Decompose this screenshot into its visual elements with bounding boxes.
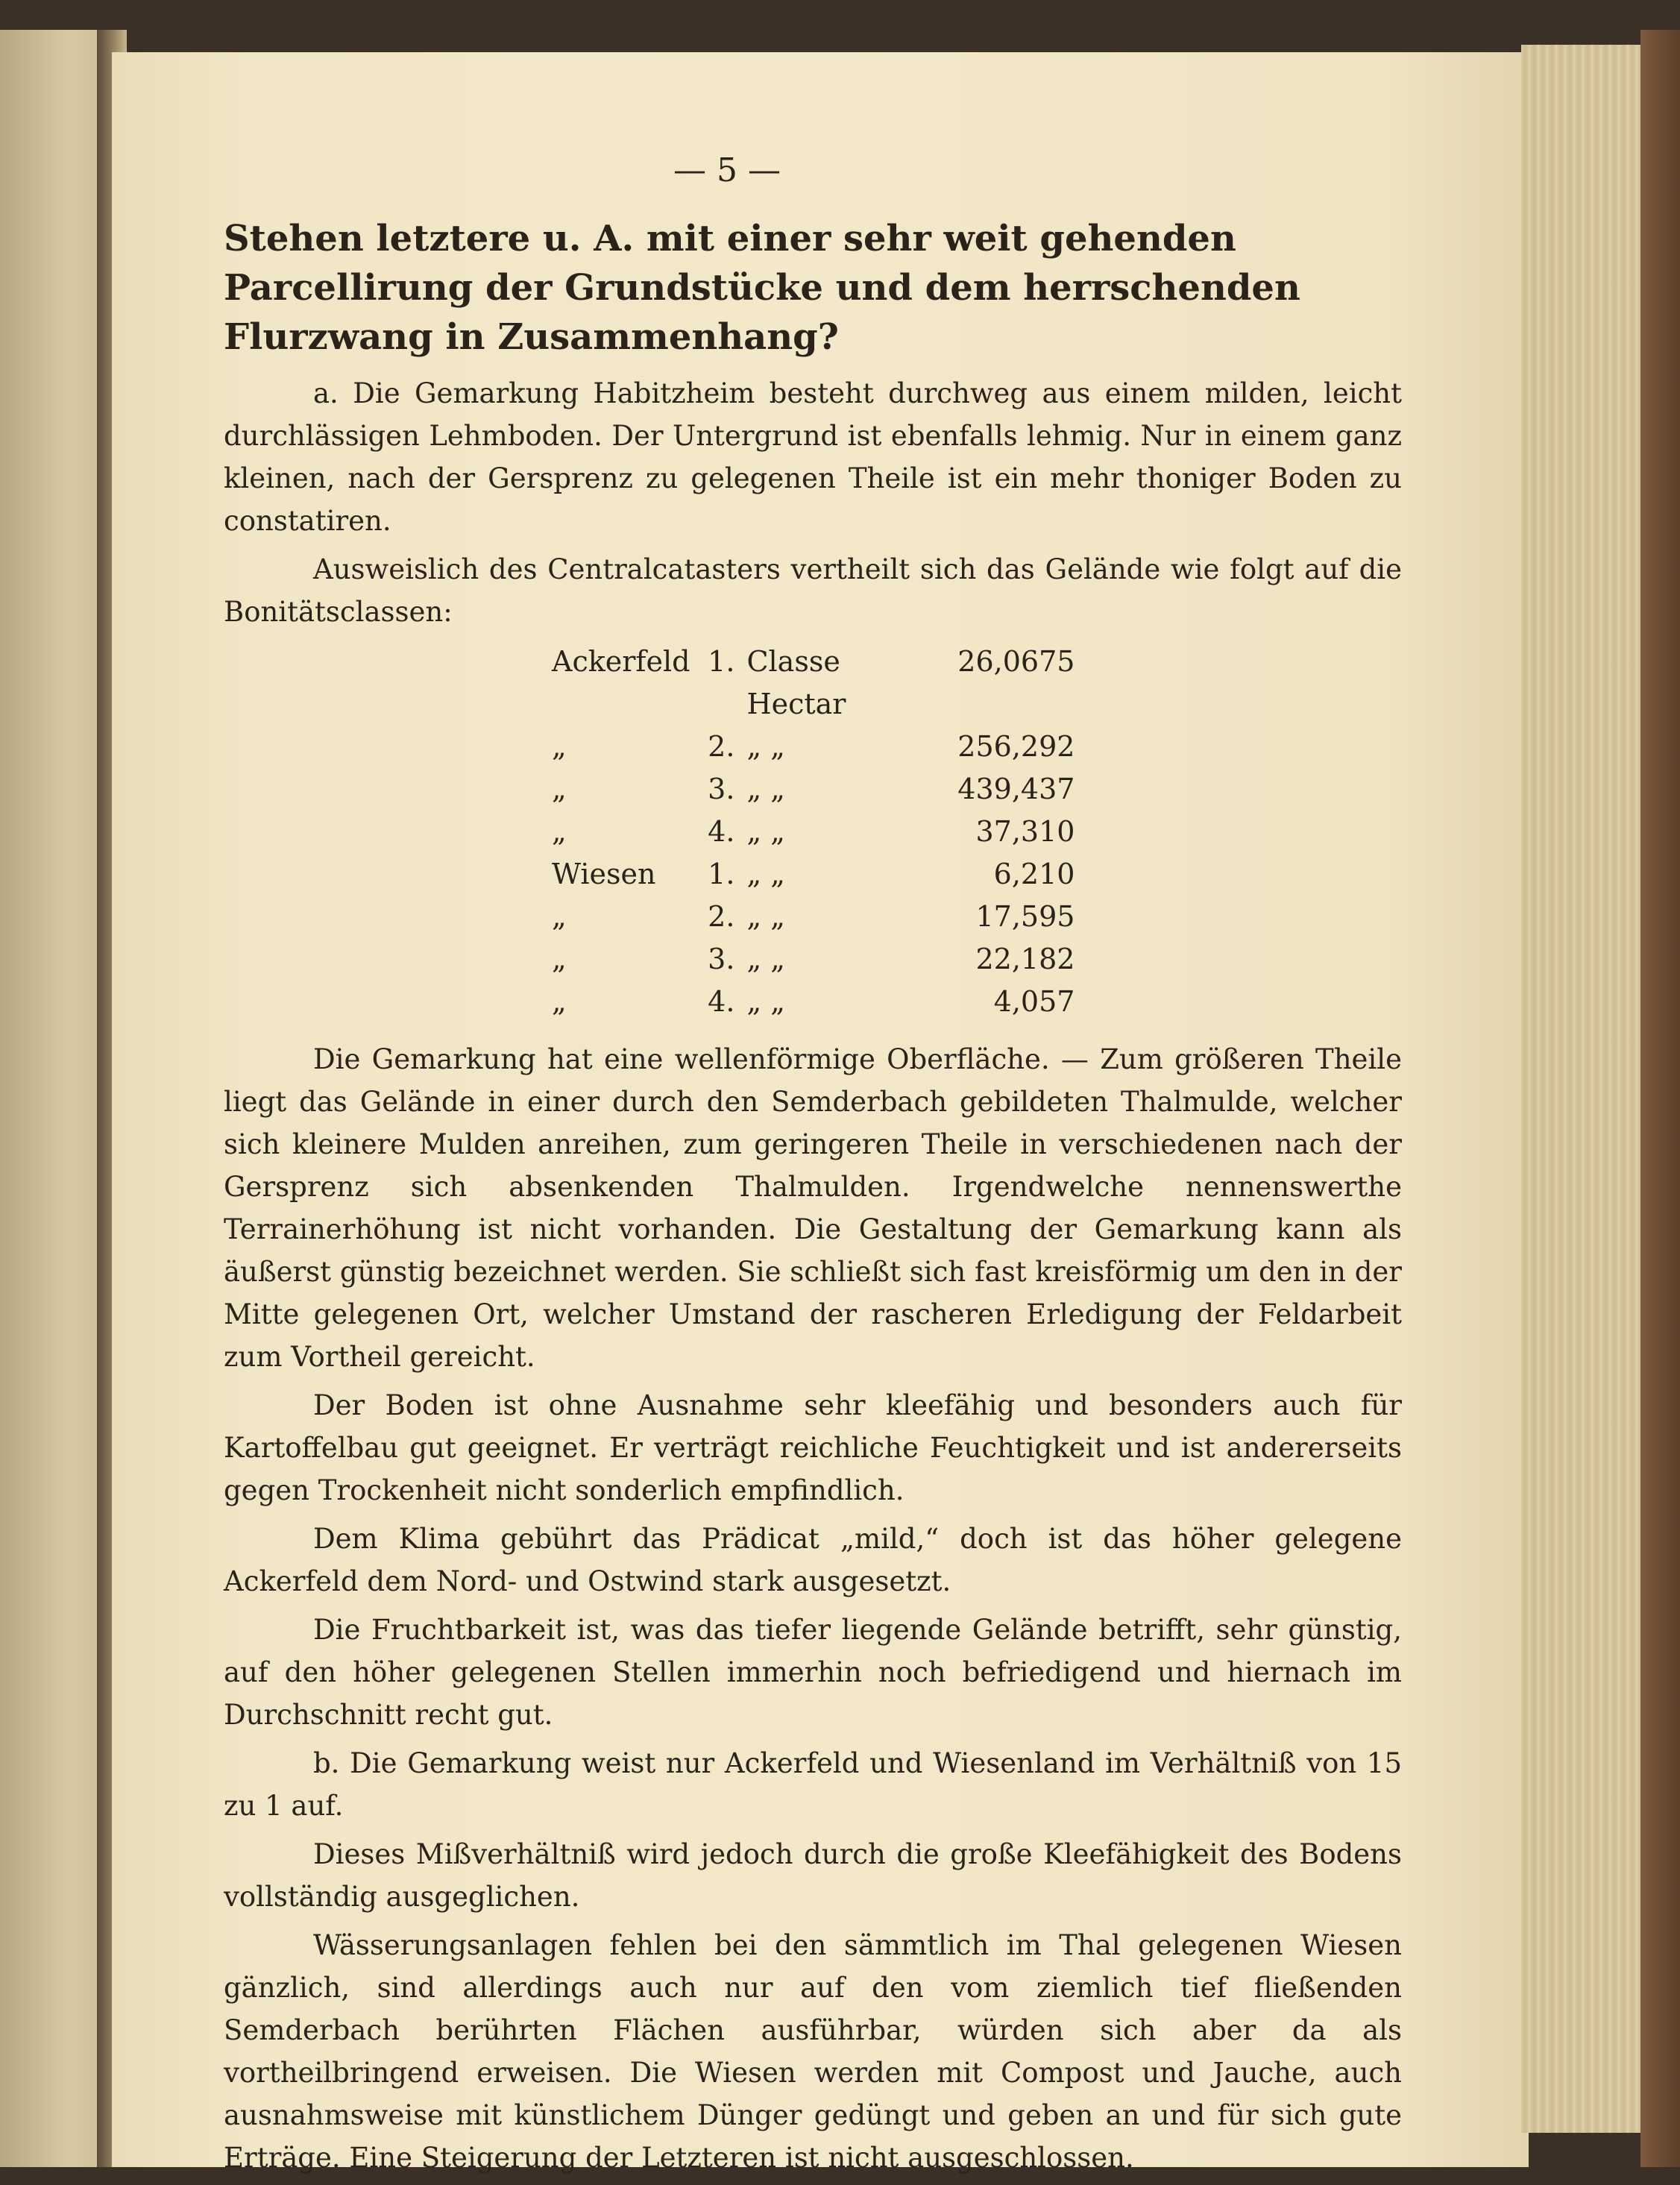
value-cell: 22,182 — [975, 943, 1075, 975]
paragraph-boden: Der Boden ist ohne Ausnahme sehr kleefähig und besonders auch für Kartoffelbau gut geeignet. Er verträgt reichliche Feuchtigkeit und ist andererseits gegen Trockenheit nicht sonderlich empfindlich. — [224, 1389, 1402, 1506]
unit-cell: „ „ — [746, 943, 785, 975]
paragraph-missverhaeltnis: Dieses Mißverhältniß wird jedoch durch die große Kleefähigkeit des Bodens vollständig ausgeglichen. — [224, 1838, 1402, 1913]
unit-cell: „ „ — [746, 815, 785, 848]
crop-cell: Ackerfeld — [552, 645, 690, 678]
class-cell: 1. — [708, 858, 735, 890]
value-cell: 6,210 — [993, 858, 1075, 890]
table-row — [552, 726, 1075, 768]
table-row — [552, 811, 1075, 853]
crop-cell: Wiesen — [552, 858, 656, 890]
crop-cell: „ — [552, 730, 567, 763]
paragraph-b: b. Die Gemarkung weist nur Ackerfeld und Wiesenland im Verhältniß von 15 zu 1 auf. — [224, 1747, 1402, 1822]
page-number: — 5 — — [673, 151, 781, 189]
table-row — [552, 768, 1075, 811]
table-row — [552, 981, 1075, 1023]
paragraph-waesserung: Wässerungsanlagen fehlen bei den sämmtlich im Thal gelegenen Wiesen gänzlich, sind allerdings auch nur auf den vom ziemlich tief fließenden Semderbach berührten Flächen ausführbar, würden sich aber da als vortheilbringend erweisen. Die Wiesen werden mit Compost und Jauche, auch ausnahmsweise mit künstlichem Dünger gedüngt und geben an und für sich gute Erträge. Eine Steigerung der Letzteren ist nicht ausgeschlossen. — [224, 1929, 1402, 2174]
table-row — [552, 896, 1075, 938]
class-cell: 3. — [708, 773, 735, 805]
unit-cell: „ „ — [746, 730, 785, 763]
page-content — [224, 149, 1402, 2185]
value-cell: 17,595 — [975, 900, 1075, 933]
soil-class-table — [552, 641, 1075, 1023]
paragraph-oberflaeche: Die Gemarkung hat eine wellenförmige Oberfläche. — Zum größeren Theile liegt das Gelände in einer durch den Semderbach gebildeten Thalmulde, welcher sich kleinere Mulden anreihen, zum geringeren Theile in verschiedenen nach der Gersprenz sich absenkenden Thalmulden. Irgendwelche nennenswerthe Terrainerhöhung ist nicht vorhanden. Die Gestaltung der Gemarkung kann als äußerst günstig bezeichnet werden. Sie schließt sich fast kreisförmig um den in der Mitte gelegenen Ort, welcher Umstand der rascheren Erledigung der Feldarbeit zum Vortheil gereicht. — [224, 1043, 1402, 1373]
crop-cell: „ — [552, 985, 567, 1018]
value-cell: 439,437 — [957, 773, 1075, 805]
crop-cell: „ — [552, 815, 567, 848]
table-row — [552, 938, 1075, 981]
value-cell: 4,057 — [993, 985, 1075, 1018]
paragraph-fruchtbarkeit: Die Fruchtbarkeit ist, was das tiefer liegende Gelände betrifft, sehr günstig, auf den höher gelegenen Stellen immerhin noch befriedigend und hiernach im Durchschnitt recht gut. — [224, 1614, 1402, 1731]
crop-cell: „ — [552, 773, 567, 805]
table-row — [552, 853, 1075, 896]
section-question-heading: Stehen letztere u. A. mit einer sehr weit gehenden Parcellirung der Grundstücke und dem herrschenden Flurzwang in Zusammenhang? — [224, 218, 1300, 358]
class-cell: 4. — [708, 985, 735, 1018]
unit-cell: „ „ — [746, 900, 785, 933]
paragraph-a: a. Die Gemarkung Habitzheim besteht durchweg aus einem milden, leicht durchlässigen Lehmboden. Der Untergrund ist ebenfalls lehmig. Nur in einem ganz kleinen, nach der Gersprenz zu gelegenen Theile ist ein mehr thoniger Boden zu constatiren. — [224, 377, 1402, 537]
class-cell: 2. — [708, 730, 735, 763]
value-cell: 37,310 — [975, 815, 1075, 848]
book-cover-edge — [1640, 30, 1680, 2167]
paragraph-klima: Dem Klima gebührt das Prädicat „mild,“ doch ist das höher gelegene Ackerfeld dem Nord- und Ostwind stark ausgesetzt. — [224, 1523, 1402, 1597]
class-cell: 1. — [708, 645, 735, 678]
table-row — [552, 641, 1075, 726]
unit-cell: „ „ — [746, 858, 785, 890]
unit-cell: „ „ — [746, 773, 785, 805]
class-cell: 3. — [708, 943, 735, 975]
value-cell: 26,0675 — [957, 645, 1075, 678]
paragraph-ausweislich: Ausweislich des Centralcatasters vertheilt sich das Gelände wie folgt auf die Bonitätsclassen: — [224, 553, 1402, 628]
value-cell: 256,292 — [957, 730, 1075, 763]
unit-cell: „ „ — [746, 985, 785, 1018]
class-cell: 2. — [708, 900, 735, 933]
crop-cell: „ — [552, 900, 567, 933]
left-page-edge — [0, 30, 112, 2167]
class-cell: 4. — [708, 815, 735, 848]
crop-cell: „ — [552, 943, 567, 975]
unit-cell: Classe Hectar — [746, 645, 846, 720]
